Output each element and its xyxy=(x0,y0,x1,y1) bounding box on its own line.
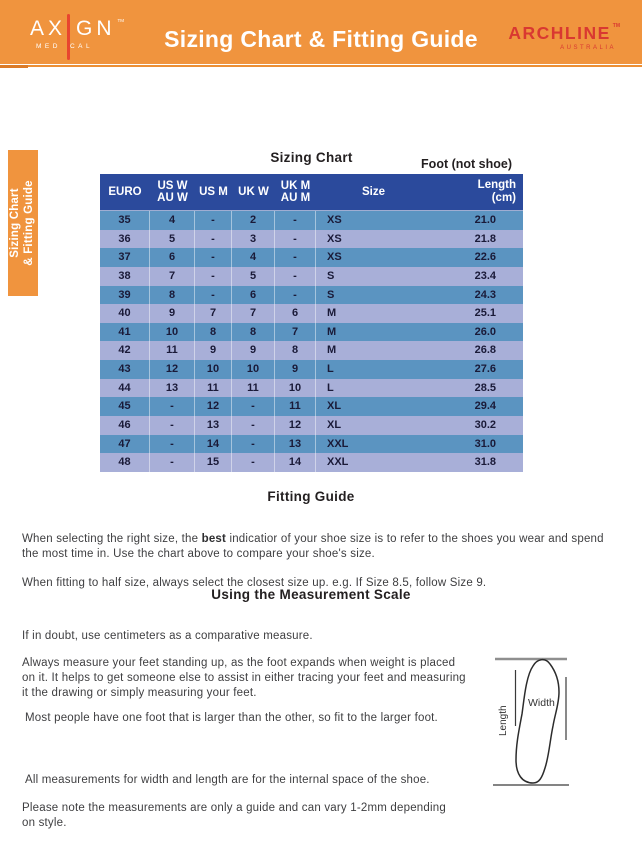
table-cell: XS xyxy=(327,251,342,264)
table-cell: - xyxy=(275,267,316,286)
table-cell: 13 xyxy=(150,379,195,398)
table-cell: - xyxy=(232,416,275,435)
table-cell: 26.0 xyxy=(474,325,496,338)
page-title: Sizing Chart & Fitting Guide xyxy=(164,26,478,52)
table-cell: 10 xyxy=(195,360,232,379)
col-header-size: Size xyxy=(362,185,386,198)
table-cell: 11 xyxy=(195,379,232,398)
side-tab-label xyxy=(8,150,38,296)
sizing-chart-title: Sizing Chart xyxy=(270,150,353,165)
table-row xyxy=(100,323,523,342)
header-rule xyxy=(0,65,642,67)
table-cell: 29.4 xyxy=(474,400,496,413)
table-cell: M xyxy=(327,307,337,320)
table-cell: 37 xyxy=(100,248,150,267)
table-cell: - xyxy=(232,397,275,416)
table-cell: 8 xyxy=(150,286,195,305)
table-cell: - xyxy=(275,286,316,305)
measurement-paragraph-2: Always measure your feet standing up, as the foot expands when weight is placed on it. It helps to get someone else to assist in either tracing your feet and measuring it the drawing or simply measuring your feet. xyxy=(22,656,466,699)
table-cell: 4 xyxy=(150,211,195,230)
archline-name: ARCHLINE xyxy=(508,23,611,43)
table-cell: 8 xyxy=(275,341,316,360)
table-cell: L xyxy=(327,381,334,394)
col-header-euro: EURO xyxy=(108,185,142,198)
axign-name-left: AX xyxy=(30,17,67,40)
axign-sub-right: CAL xyxy=(69,43,94,50)
table-cell: - xyxy=(150,453,195,472)
table-cell: L xyxy=(327,363,334,376)
p1-rest: indicatior of your shoe size is to refer to the shoes you wear and spend xyxy=(226,532,604,545)
table-cell: 14 xyxy=(275,453,316,472)
table-row xyxy=(100,267,523,286)
table-cell: 14 xyxy=(195,435,232,454)
table-cell: - xyxy=(195,230,232,249)
table-cell: 42 xyxy=(100,341,150,360)
p1-bold: best xyxy=(201,532,227,545)
table-cell: 8 xyxy=(195,323,232,342)
col-header-usm: US M xyxy=(199,185,228,198)
table-row xyxy=(100,286,523,305)
table-cell: - xyxy=(275,230,316,249)
table-row xyxy=(100,435,523,454)
fitting-guide-heading: Fitting Guide xyxy=(267,489,355,504)
table-row xyxy=(100,453,523,472)
axign-name-right: GN xyxy=(76,17,116,40)
table-cell: - xyxy=(195,211,232,230)
table-cell: 2 xyxy=(232,211,275,230)
table-cell: 45 xyxy=(100,397,150,416)
archline-australia-label: AUSTRALIA xyxy=(560,45,616,51)
table-cell: - xyxy=(195,248,232,267)
table-cell: 11 xyxy=(150,341,195,360)
size-table-header xyxy=(100,174,523,211)
table-cell: - xyxy=(232,453,275,472)
p1-pre: When selecting the right size, the xyxy=(22,532,202,545)
table-cell: 10 xyxy=(275,379,316,398)
table-cell: XXL xyxy=(327,456,349,469)
table-cell: 21.8 xyxy=(474,232,496,245)
table-cell: - xyxy=(150,397,195,416)
table-row xyxy=(100,230,523,249)
table-cell: 7 xyxy=(232,304,275,323)
table-cell: 38 xyxy=(100,267,150,286)
table-cell: XL xyxy=(327,419,342,432)
table-row xyxy=(100,416,523,435)
table-cell: 40 xyxy=(100,304,150,323)
col-header-length: Length (cm) xyxy=(477,179,516,204)
table-cell: 30.2 xyxy=(474,419,496,432)
table-cell: 22.6 xyxy=(474,251,496,264)
table-cell: 8 xyxy=(232,323,275,342)
measurement-scale-heading: Using the Measurement Scale xyxy=(211,587,411,602)
table-row xyxy=(100,304,523,323)
table-row xyxy=(100,360,523,379)
table-cell: 28.5 xyxy=(474,381,496,394)
axign-sub-left: MED xyxy=(36,43,61,50)
table-cell: - xyxy=(232,435,275,454)
table-cell: 9 xyxy=(275,360,316,379)
table-cell: 9 xyxy=(232,341,275,360)
table-cell: 48 xyxy=(100,453,150,472)
header-banner xyxy=(0,0,642,64)
table-cell: 46 xyxy=(100,416,150,435)
table-row xyxy=(100,379,523,398)
measurement-paragraph-4: All measurements for width and length are for the internal space of the shoe. xyxy=(25,773,430,786)
table-cell: - xyxy=(150,435,195,454)
col-header-ukm-aum: UK M AU M xyxy=(280,179,311,204)
table-cell: XXL xyxy=(327,437,349,450)
table-cell: S xyxy=(327,288,335,301)
fitting-guide-paragraph-2: When fitting to half size, always select the closest size up. e.g. If Size 8.5, follow Size 9. xyxy=(22,576,487,589)
table-cell: - xyxy=(275,211,316,230)
table-cell: - xyxy=(195,267,232,286)
width-label: Width xyxy=(528,697,555,709)
measurement-paragraph-1: If in doubt, use centimeters as a comparative measure. xyxy=(22,629,313,642)
table-cell: M xyxy=(327,344,337,357)
table-cell: 10 xyxy=(150,323,195,342)
table-cell: 39 xyxy=(100,286,150,305)
size-table-body xyxy=(100,211,523,472)
table-row xyxy=(100,248,523,267)
table-row xyxy=(100,341,523,360)
table-cell: 31.0 xyxy=(474,437,496,450)
table-cell: 6 xyxy=(232,286,275,305)
table-cell: - xyxy=(150,416,195,435)
header-rule-accent xyxy=(0,65,28,68)
side-tab-line1: Sizing Chart xyxy=(9,188,21,258)
table-cell: 4 xyxy=(232,248,275,267)
table-cell: 12 xyxy=(150,360,195,379)
measurement-paragraph-5: Please note the measurements are only a guide and can vary 1-2mm depending on style. xyxy=(22,801,446,829)
table-cell: 12 xyxy=(195,397,232,416)
table-cell: 6 xyxy=(150,248,195,267)
p1-line2: the most time in. Use the chart above to compare your shoe's size. xyxy=(22,547,375,560)
table-cell: M xyxy=(327,325,337,338)
table-cell: 11 xyxy=(275,397,316,416)
table-cell: 25.1 xyxy=(474,307,496,320)
table-cell: - xyxy=(275,248,316,267)
table-cell: S xyxy=(327,269,335,282)
axign-trademark: TM xyxy=(117,18,125,23)
col-header-ukw: UK W xyxy=(238,185,269,198)
table-cell: 5 xyxy=(232,267,275,286)
table-cell: 35 xyxy=(100,211,150,230)
archline-logo xyxy=(508,23,620,51)
table-cell: - xyxy=(195,286,232,305)
table-cell: 3 xyxy=(232,230,275,249)
foot-measurement-diagram xyxy=(488,648,578,793)
table-cell: 7 xyxy=(275,323,316,342)
table-cell: 43 xyxy=(100,360,150,379)
table-cell: 13 xyxy=(195,416,232,435)
table-cell: 15 xyxy=(195,453,232,472)
table-cell: 21.0 xyxy=(474,214,496,226)
table-cell: 13 xyxy=(275,435,316,454)
table-cell: 10 xyxy=(232,360,275,379)
table-cell: 9 xyxy=(195,341,232,360)
side-tab-line2: & Fitting Guide xyxy=(23,180,35,266)
table-cell: 9 xyxy=(150,304,195,323)
table-cell: XS xyxy=(327,214,342,226)
table-cell: XL xyxy=(327,400,342,413)
measurement-paragraph-3: Most people have one foot that is larger than the other, so fit to the larger foot. xyxy=(25,711,438,724)
table-cell: 36 xyxy=(100,230,150,249)
col-header-usw-auw: US W AU W xyxy=(157,179,188,204)
table-cell: 6 xyxy=(275,304,316,323)
foot-not-shoe-label: Foot (not shoe) xyxy=(421,157,512,171)
archline-trademark: TM xyxy=(612,23,620,29)
table-cell: 41 xyxy=(100,323,150,342)
size-table xyxy=(100,174,523,472)
table-cell: 5 xyxy=(150,230,195,249)
table-cell: 7 xyxy=(195,304,232,323)
table-cell: 26.8 xyxy=(474,344,496,357)
table-cell: XS xyxy=(327,232,342,245)
table-cell: 11 xyxy=(232,379,275,398)
table-cell: 12 xyxy=(275,416,316,435)
length-label: Length xyxy=(498,705,509,736)
table-cell: 27.6 xyxy=(474,363,496,376)
table-cell: 44 xyxy=(100,379,150,398)
table-cell: 23.4 xyxy=(474,269,496,282)
fitting-guide-paragraph-1 xyxy=(22,532,630,562)
table-row xyxy=(100,397,523,416)
table-cell: 47 xyxy=(100,435,150,454)
archline-wordmark xyxy=(508,23,620,44)
table-row xyxy=(100,211,523,230)
table-cell: 7 xyxy=(150,267,195,286)
foot-outline xyxy=(516,660,559,783)
side-tab xyxy=(8,150,38,296)
table-cell: 24.3 xyxy=(474,288,496,301)
table-cell: 31.8 xyxy=(474,456,496,469)
